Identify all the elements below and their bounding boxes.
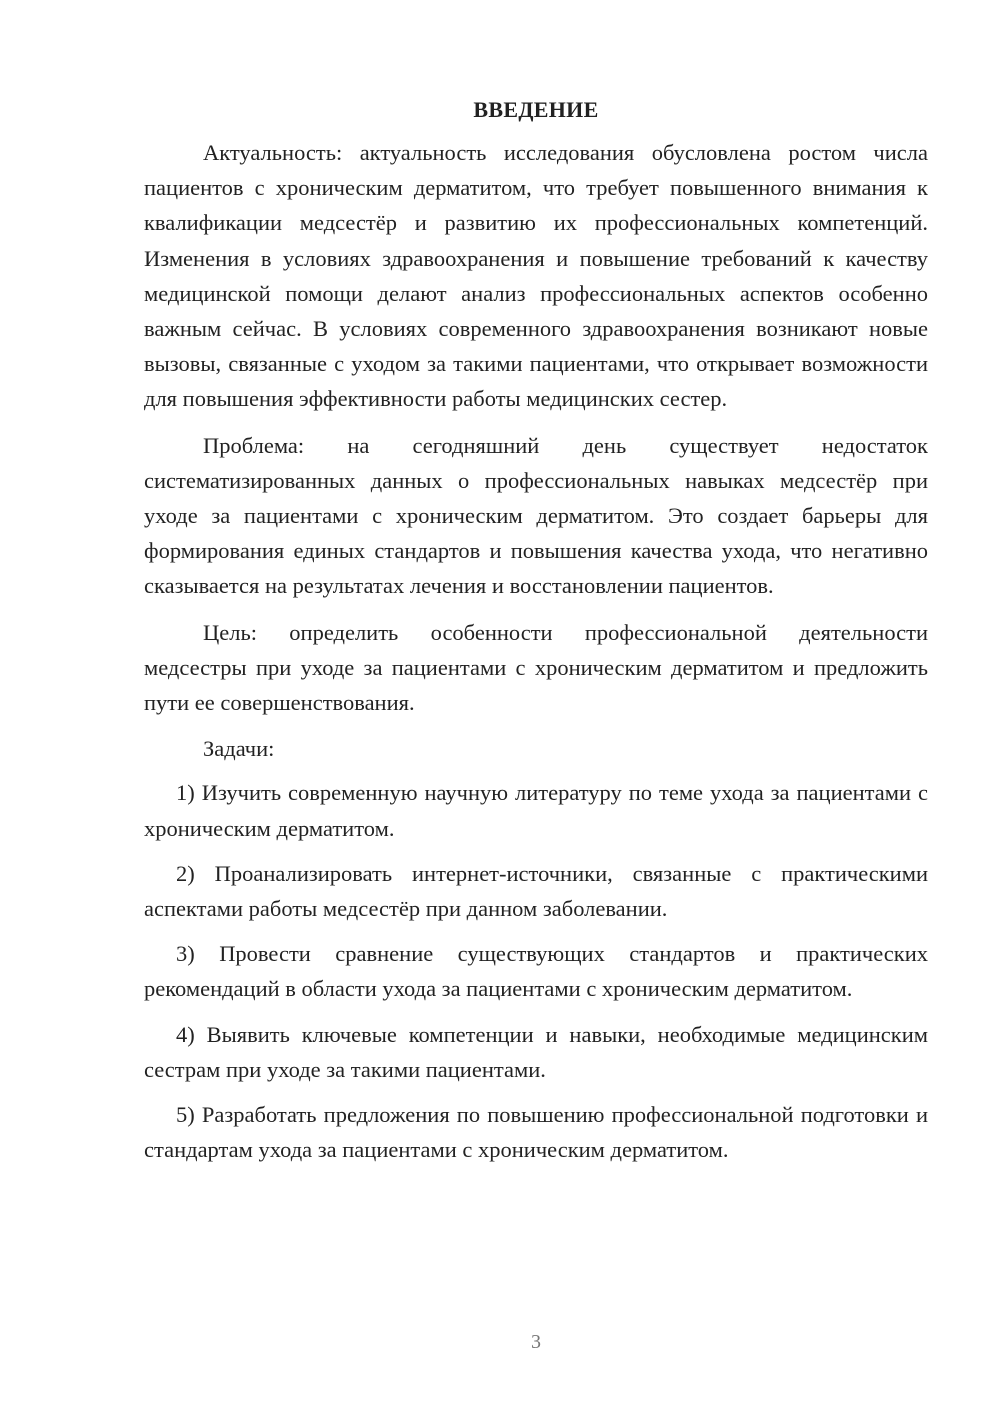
goal-paragraph: Цель: определить особенности профессиональной деятельности медсестры при уходе за пациентами с хроническим дерматитом и предложить пути ее совершенствования. xyxy=(144,619,928,716)
page-number: 3 xyxy=(531,1331,541,1353)
task-item-1: 1) Изучить современную научную литературу по теме ухода за пациентами с хроническим дерматитом. xyxy=(144,780,928,841)
task-item-3: 3) Провести сравнение существующих стандартов и практических рекомендаций в области ухода за пациентами с хроническим дерматитом. xyxy=(144,941,928,1002)
task-item-2: 2) Проанализировать интернет-источники, связанные с практическими аспектами работы медсестёр при данном заболевании. xyxy=(144,860,928,922)
problem-paragraph: Проблема: на сегодняшний день существует недостаток систематизированных данных о профессиональных навыках медсестёр при уходе за пациентами с хроническим дерматитом. Это создает барьеры для формирования единых стандартов и повышения качества ухода, что негативно сказывается на результатах лечения и восстановлении пациентов. xyxy=(144,432,928,599)
page-content xyxy=(144,94,928,1177)
task-item-5: 5) Разработать предложения по повышению профессиональной подготовки и стандартам ухода за пациентами с хроническим дерматитом. xyxy=(144,1102,928,1163)
section-heading: ВВЕДЕНИЕ xyxy=(473,97,599,122)
tasks-title: Задачи: xyxy=(203,736,275,762)
task-item-4: 4) Выявить ключевые компетенции и навыки, необходимые медицинским сестрам при уходе за такими пациентами. xyxy=(144,1021,928,1082)
relevance-paragraph: Актуальность: актуальность исследования обусловлена ростом числа пациентов с хроническим дерматитом, что требует повышенного внимания к квалификации медсестёр и развитию их профессиональных компетенций. Изменения в условиях здравоохранения и повышение требований к качеству медицинской помощи делают анализ профессиональных аспектов особенно важным сейчас. В условиях современного здравоохранения возникают новые вызовы, связанные с уходом за такими пациентами, что открывает возможности для повышения эффективности работы медицинских сестер. xyxy=(144,140,928,412)
